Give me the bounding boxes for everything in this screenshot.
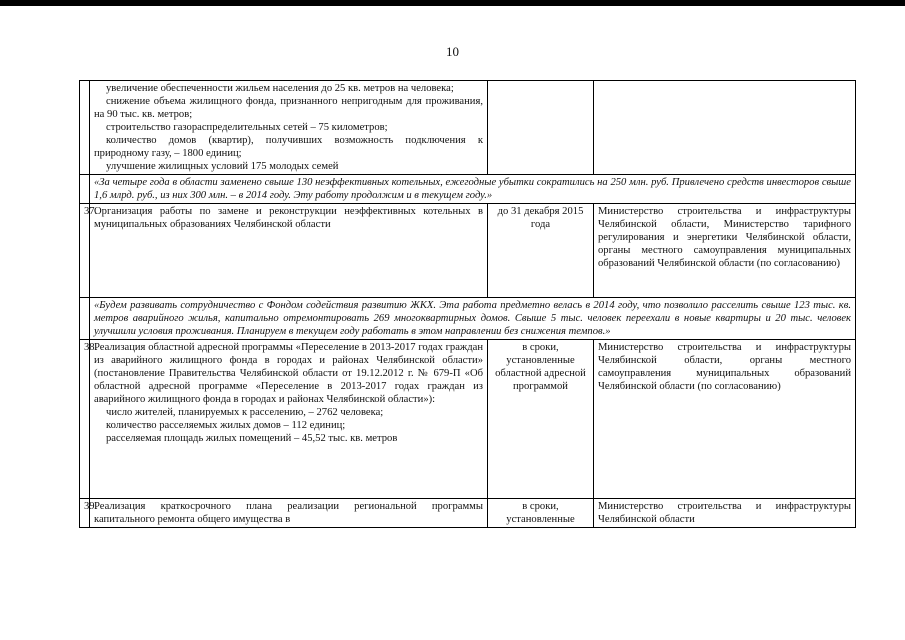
list-item: снижение объема жилищного фонда, признанного непригодным для проживания, на 90 тыс. кв. метров; <box>94 96 483 120</box>
list-item: улучшение жилищных условий 175 молодых семей <box>106 161 339 172</box>
row-number-cell <box>80 81 90 175</box>
row-number-cell: 37. <box>80 204 90 298</box>
table-row <box>80 175 856 204</box>
table-row <box>80 204 856 298</box>
deadline-cell: в сроки, установленные <box>488 499 594 528</box>
row-number-cell <box>80 298 90 340</box>
list-item: количество расселяемых жилых домов – 112 единиц; <box>106 420 346 431</box>
deadline-cell: в сроки, установленные областной адресной программой <box>488 340 594 499</box>
table-row <box>80 298 856 340</box>
responsible-cell: Министерство строительства и инфраструктуры Челябинской области, органы местного самоуправления муниципальных образований Челябинской области (по согласованию) <box>594 340 856 499</box>
table-row <box>80 81 856 175</box>
row-number-cell: 39. <box>80 499 90 528</box>
list-item: расселяемая площадь жилых помещений – 45,52 тыс. кв. метров <box>106 433 398 444</box>
quote-cell: «За четыре года в области заменено свыше 130 неэффективных котельных, ежегодные убытки сократились на 250 млн. руб. Привлечено средств инвесторов свыше 1,6 млрд. руб., из них 300 млн. – в 2014 году. Эту работу продолжим и в текущем году.» <box>90 175 856 204</box>
list-item: количество домов (квартир), получивших возможность подключения к природному газу, – 1800 единиц; <box>94 135 483 159</box>
measure-text: Реализация областной адресной программы «Переселение в 2013-2017 годах граждан из аварийного жилищного фонда в городах и районах Челябинской области» (постановление Правительства Челябинской области от 19.12.2012 г. № 679-П «Об областной адресной программе «Переселение в 2013-2017 годах граждан из аварийного жилищного фонда в городах и районах Челябинской области»): <box>94 342 483 405</box>
row-number-cell <box>80 175 90 204</box>
measure-cell: Реализация краткосрочного плана реализации региональной программы капитального ремонта общего имущества в <box>90 499 488 528</box>
row-number-cell: 38. <box>80 340 90 499</box>
responsible-cell: Министерство строительства и инфраструктуры Челябинской области <box>594 499 856 528</box>
responsible-cell: Министерство строительства и инфраструктуры Челябинской области, Министерство тарифного регулирования и энергетики Челябинской области, органы местного самоуправления муниципальных образований Челябинской области (по согласованию) <box>594 204 856 298</box>
measures-table <box>79 80 856 528</box>
list-item: увеличение обеспеченности жильем населения до 25 кв. метров на человека; <box>106 83 454 94</box>
quote-cell: «Будем развивать сотрудничество с Фондом содействия развитию ЖКХ. Эта работа предметно велась в 2014 году, что позволило расселить свыше 123 тыс. кв. метров аварийного жилья, капитально отремонтировать 269 многоквартирных домов. Свыше 5 тыс. человек переехали в новые квартиры и 20 тыс. человек улучшили условия проживания. Планируем в текущем году работать в этом направлении без снижения темпов.» <box>90 298 856 340</box>
measure-cell <box>90 340 488 499</box>
deadline-cell: до 31 декабря 2015 года <box>488 204 594 298</box>
measure-cell: Организация работы по замене и реконструкции неэффективных котельных в муниципальных образованиях Челябинской области <box>90 204 488 298</box>
responsible-cell <box>594 81 856 175</box>
table-row <box>80 499 856 528</box>
indicators-cell <box>90 81 488 175</box>
table-row <box>80 340 856 499</box>
deadline-cell <box>488 81 594 175</box>
list-item: строительство газораспределительных сетей – 75 километров; <box>106 122 388 133</box>
list-item: число жителей, планируемых к расселению, – 2762 человека; <box>106 407 384 418</box>
top-border-bar <box>0 0 905 6</box>
page-number: 10 <box>446 44 459 59</box>
